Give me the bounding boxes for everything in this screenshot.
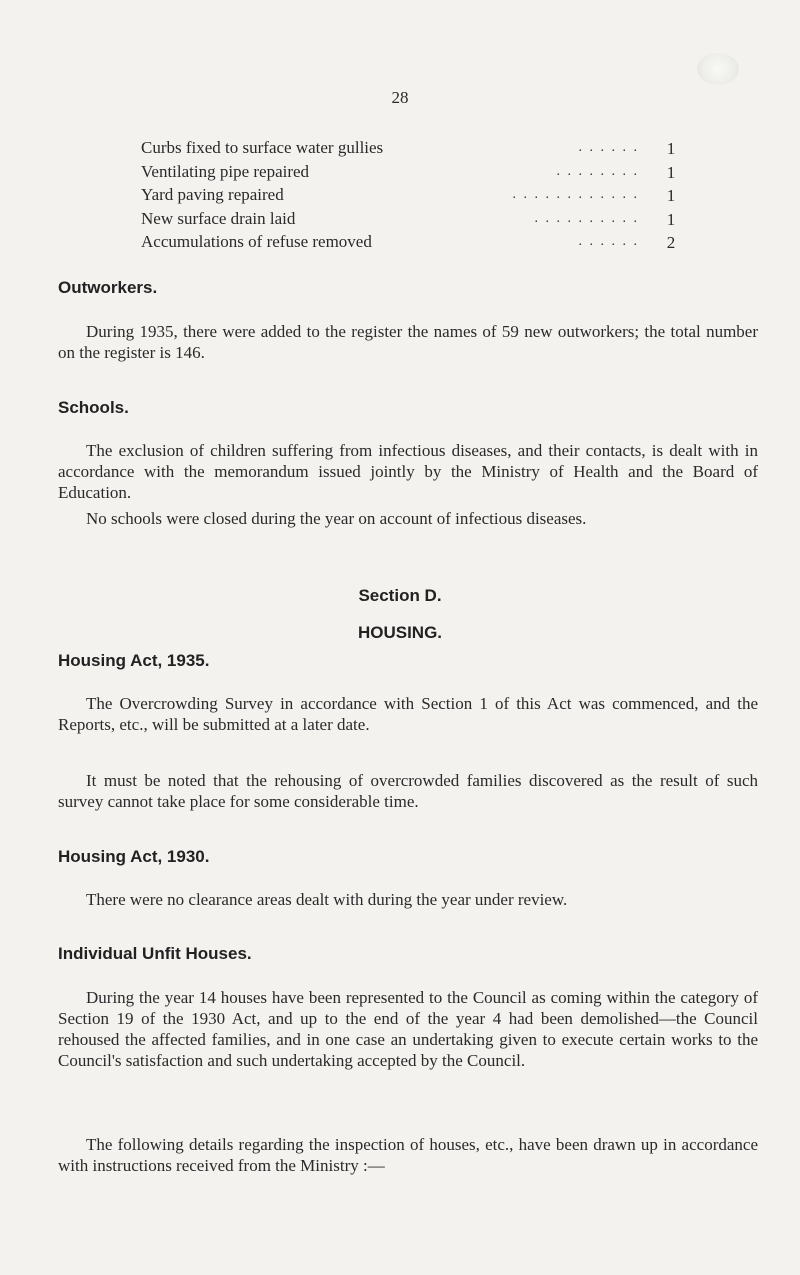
section-label: Section D. [358,586,442,605]
list-item-label: Ventilating pipe repaired [141,161,310,181]
sanitary-works-list [141,136,689,254]
leader-dots: . . . . . . . . [556,163,639,179]
leader-dots: . . . . . . [578,234,639,249]
housing-1935-paragraph-1: The Overcrowding Survey in accordance with Section 1 of this Act was commenced, and the Reports, etc., will be submitted at a later date. [58,694,758,734]
leader-dots: . . . . . . . . . . [534,210,639,226]
outworkers-heading: Outworkers. [58,278,158,297]
schools-paragraph-1: The exclusion of children suffering from infectious diseases, and their contacts, is dealt with in accordance with the memorandum issued jointly by the Ministry of Health and the Board of Education. [58,441,758,502]
scan-mark [697,53,739,85]
unfit-houses-paragraph-1: During the year 14 houses have been represented to the Council as coming within the category of Section 19 of the 1930 Act, and up to the end of the year 4 had been demolished—the Council rehoused the affected families, and in one case an undertaking given to execute certain works to the Council's satisfaction and such undertaking accepted by the Council. [58,988,758,1070]
list-item [141,136,689,160]
list-item-label: Curbs fixed to surface water gullies [141,138,384,157]
outworkers-paragraph: During 1935, there were added to the register the names of 59 new outworkers; the total number on the register is 146. [58,322,758,362]
list-item-value: 1 [666,162,676,182]
housing-1930-heading: Housing Act, 1930. [58,847,210,866]
schools-paragraph-2: No schools were closed during the year on account of infectious diseases. [86,509,587,528]
list-item-value: 1 [666,186,676,205]
list-item [141,183,689,207]
list-item-label: Yard paving repaired [141,185,284,204]
list-item-label: Accumulations of refuse removed [141,232,372,251]
unfit-houses-paragraph-2: The following details regarding the inspection of houses, etc., have been drawn up in accordance with instructions received from the Ministry :— [58,1135,758,1175]
list-item-value: 1 [666,209,676,229]
list-item [141,160,689,184]
list-item [141,207,689,231]
page-number: 28 [391,88,409,107]
unfit-houses-heading: Individual Unfit Houses. [58,944,252,963]
schools-heading: Schools. [58,398,129,417]
list-item-value: 2 [666,233,676,252]
housing-1930-paragraph: There were no clearance areas dealt with during the year under review. [86,890,568,909]
leader-dots: . . . . . . [578,140,639,155]
list-item-value: 1 [666,139,676,158]
leader-dots: . . . . . . . . . . . . [512,187,639,202]
housing-1935-paragraph-2: It must be noted that the rehousing of overcrowded families discovered as the result of such survey cannot take place for some considerable time. [58,771,758,811]
list-item-label: New surface drain laid [141,208,296,228]
list-item [141,230,689,254]
section-title: HOUSING. [357,623,443,642]
housing-1935-heading: Housing Act, 1935. [58,651,210,670]
